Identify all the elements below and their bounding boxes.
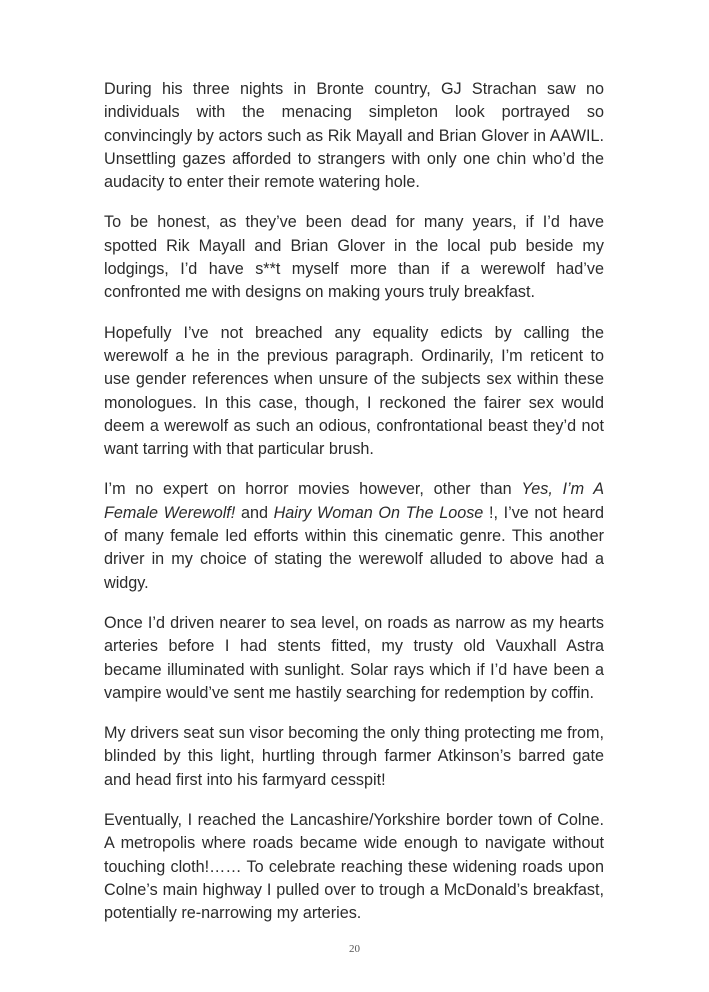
paragraph-4-text-a: I’m no expert on horror movies however, other than <box>104 480 522 499</box>
paragraph-3: Hopefully I’ve not breached any equality edicts by calling the werewolf a he in the previous paragraph. Ordinarily, I’m reticent to use gender references when unsure of the subjects sex within these monologues. In this case, though, I reckoned the fairer sex would deem a werewolf as such an odious, confrontational beast they’d not want tarring with that particular brush. <box>104 323 604 459</box>
film-title-1: Yes, I’m A Female Werewolf! <box>104 480 605 522</box>
paragraph-5: Once I’d driven nearer to sea level, on roads as narrow as my hearts arteries before I had stents fitted, my trusty old Vauxhall Astra became illuminated with sunlight. Solar rays which if I’d have been a vampire would’ve sent me hastily searching for redemption by coffin. <box>104 613 604 702</box>
paragraph-6: My drivers seat sun visor becoming the only thing protecting me from, blinded by this light, hurtling through farmer Atkinson’s barred gate and head first into his farmyard cesspit! <box>104 724 604 789</box>
paragraph-4 <box>104 478 604 594</box>
paragraph-4-text-b: and <box>235 503 274 522</box>
film-title-2: Hairy Woman On The Loose <box>273 503 484 522</box>
paragraph-2: To be honest, as they’ve been dead for many years, if I’d have spotted Rik Mayall and Brian Glover in the local pub beside my lodgings, I’d have s**t myself more than if a werewolf had’ve confronted me with designs on making yours truly breakfast. <box>104 213 604 302</box>
body-text <box>104 78 604 943</box>
paragraph-4-text-c: !, I’ve not heard of many female led efforts within this cinematic genre. This another driver in my choice of stating the werewolf alluded to above had a widgy. <box>104 503 604 592</box>
paragraph-1: During his three nights in Bronte country, GJ Strachan saw no individuals with the menacing simpleton look portrayed so convincingly by actors such as Rik Mayall and Brian Glover in AAWIL. Unsettling gazes afforded to strangers with only one chin who’d the audacity to enter their remote watering hole. <box>104 80 604 192</box>
paragraph-7: Eventually, I reached the Lancashire/Yorkshire border town of Colne. A metropolis where roads became wide enough to navigate without touching cloth!…… To celebrate reaching these widening roads upon Colne’s main highway I pulled over to trough a McDonald’s breakfast, potentially re-narrowing my arteries. <box>104 811 604 923</box>
page-number: 20 <box>349 943 360 955</box>
